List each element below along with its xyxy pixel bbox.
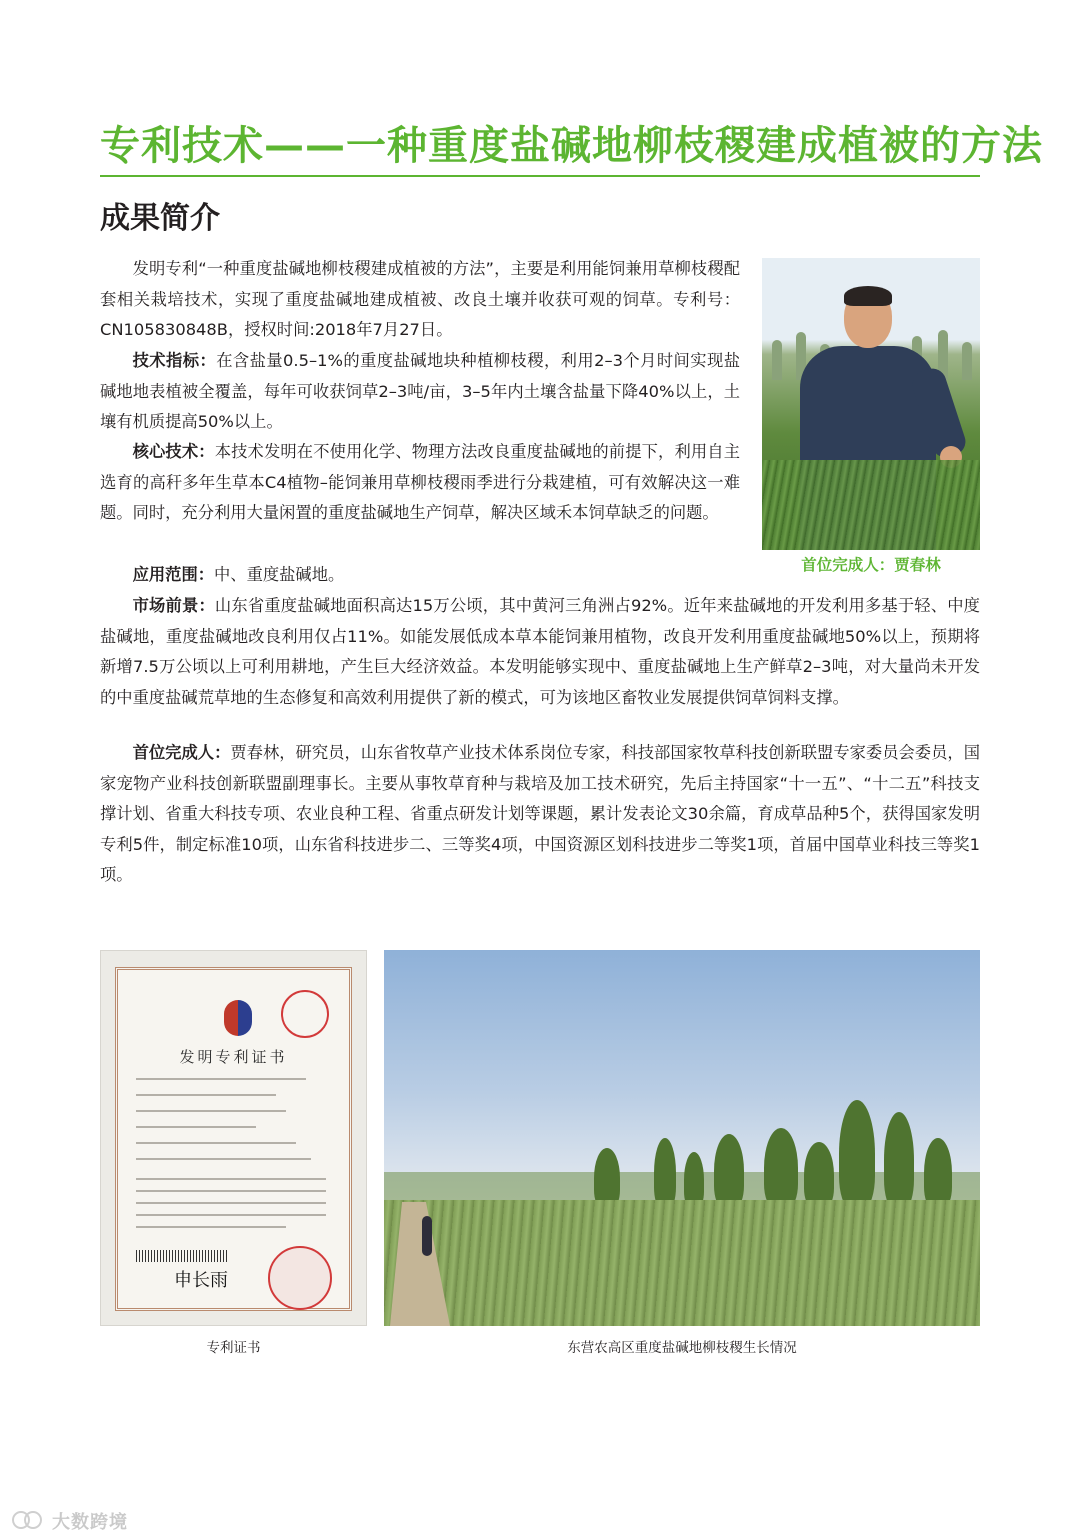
core-tech-label: 核心技术： — [132, 442, 215, 461]
field-caption: 东营农高区重度盐碱地柳枝稷生长情况 — [567, 1340, 797, 1356]
market-first-line: 山东省重度盐碱地面积高达15万公顷，其中黄河三角洲占92%。 — [214, 596, 684, 615]
official-seal — [268, 1246, 332, 1310]
seal-stamp — [281, 990, 329, 1038]
core-tech-text: 本技术发明在不使用化学、物理方法改良重度盐碱地的前提下，利用自主选育的高秆多年生草本C4植物–能饲兼用草柳枝稷雨季进行分栽建植，可有效解决这一难题。同时，充分利用大量闲置的重度盐碱地生产饲草，解决区域禾本饲草缺乏的问题。 — [100, 442, 740, 523]
field-photo — [384, 950, 980, 1326]
first-person-text: 贾春林，研究员，山东省牧草产业技术体系岗位专家，科技部国家牧草科技创新联盟专家委员会委员，国家宠物产业科技创新联盟副理事长。主要从事牧草育种与栽培及加工技术研究，先后主持国家“十一五”、“十二五”科技支撑计划、省重大科技专项、农业良种工程、省重点研发计划等课题，累计发表论文30余篇，育成草品种5个，获得国家发明专利5件，制定标准10项，山东省科技进步二、三等奖4项，中国资源区划科技进步二等奖1项，首届中国草业科技三等奖1项。 — [100, 743, 980, 885]
application-text: 中、重度盐碱地。 — [214, 565, 345, 584]
first-person-paragraph — [100, 738, 980, 891]
market-paragraph — [100, 591, 980, 713]
section-heading: 成果简介 — [100, 201, 220, 236]
page-title: 专利技术——一种重度盐碱地柳枝稷建成植被的方法 — [100, 123, 1043, 169]
tech-indicators-label: 技术指标： — [132, 351, 217, 370]
certificate-heading: 发明专利证书 — [179, 1048, 288, 1066]
watermark-logo-icon — [12, 1508, 42, 1530]
patent-office-logo — [224, 1000, 252, 1036]
portrait-photo — [762, 258, 980, 550]
tech-indicators-text: 在含盐量0.5–1%的重度盐碱地块种植柳枝稷，利用2–3个月时间实现盐碱地地表植被全覆盖，每年可收获饲草2–3吨/亩，3–5年内土壤含盐量下降40%以上，土壤有机质提高50%以上。 — [100, 351, 740, 432]
core-tech-paragraph — [100, 437, 740, 529]
signature: 申长雨 — [174, 1270, 228, 1291]
application-label: 应用范围： — [132, 565, 215, 584]
market-text: 近年来盐碱地的开发利用多基于轻、中度盐碱地，重度盐碱地改良利用仅占11%。如能发展低成本草本能饲兼用植物，改良开发利用重度盐碱地50%以上，预期将新增7.5万公顷以上可利用耕地，产生巨大经济效益。本发明能够实现中、重度盐碱地上生产鲜草2–3吨，对大量尚未开发的中重度盐碱荒草地的生态修复和高效利用提供了新的模式，可为该地区畜牧业发展提供饲草饲料支撑。 — [100, 596, 980, 707]
patent-certificate-image — [100, 950, 367, 1326]
market-label: 市场前景： — [132, 596, 215, 615]
portrait-caption: 首位完成人：贾春林 — [801, 556, 941, 574]
intro-paragraph — [100, 254, 740, 346]
watermark-text: 大数跨境 — [52, 1512, 128, 1533]
application-paragraph — [100, 560, 740, 591]
barcode — [136, 1250, 228, 1262]
title-divider — [100, 175, 980, 177]
first-person-label: 首位完成人： — [132, 743, 231, 762]
tech-indicators-paragraph — [100, 346, 740, 438]
intro-text: 发明专利“一种重度盐碱地柳枝稷建成植被的方法”，主要是利用能饲兼用草柳枝稷配套相关栽培技术，实现了重度盐碱地建成植被、改良土壤并收获可观的饲草。专利号：CN105830848B，授权时间:2018年7月27日。 — [100, 259, 740, 340]
certificate-caption: 专利证书 — [206, 1340, 261, 1356]
